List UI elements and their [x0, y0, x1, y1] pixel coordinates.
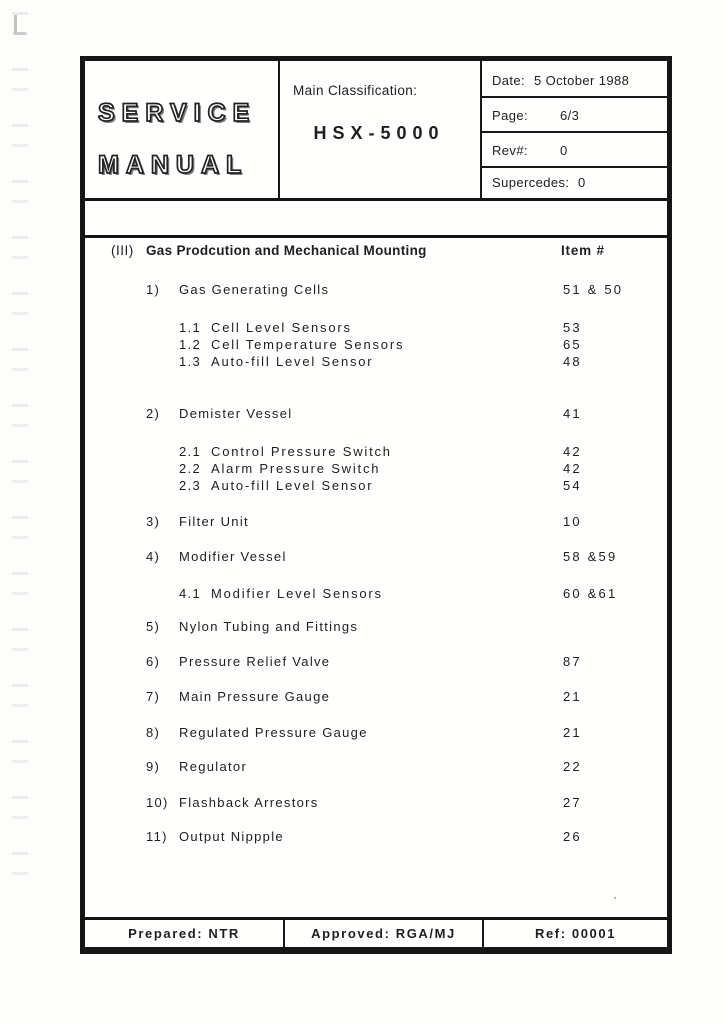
item-number: 58 &59	[563, 549, 618, 564]
approved-value: RGA/MJ	[395, 926, 456, 941]
supercedes-label: Supercedes:	[492, 175, 570, 190]
supercedes-value: 0	[578, 175, 586, 190]
row-number: 9)	[146, 759, 161, 774]
prepared-cell	[85, 920, 283, 947]
toc-subrow	[85, 354, 667, 371]
document-frame	[85, 61, 667, 947]
toc-subrow	[85, 478, 667, 495]
meta-divider	[482, 131, 667, 133]
row-number: 4.1	[179, 586, 201, 601]
toc-row	[85, 619, 667, 636]
row-number: 5)	[146, 619, 161, 634]
row-label: Nylon Tubing and Fittings	[179, 619, 359, 634]
toc-subrow	[85, 461, 667, 478]
ref-cell	[484, 920, 667, 947]
section-header	[85, 243, 667, 260]
toc-subrow	[85, 320, 667, 337]
footer-vertical-divider	[482, 920, 484, 947]
rev-label: Rev#:	[492, 143, 528, 158]
header-vertical-divider	[278, 61, 280, 198]
page-value: 6/3	[560, 108, 580, 123]
meta-divider	[482, 96, 667, 98]
toc-row	[85, 282, 667, 299]
toc-row	[85, 829, 667, 846]
toc-subrow	[85, 444, 667, 461]
toc-row	[85, 514, 667, 531]
item-column-header: Item #	[561, 243, 605, 258]
date-value: 5 October 1988	[534, 73, 630, 88]
row-number: 1.2	[179, 337, 201, 352]
row-number: 6)	[146, 654, 161, 669]
item-number: 42	[563, 444, 582, 459]
toc-row	[85, 689, 667, 706]
scanner-edge-marks	[12, 12, 28, 878]
row-number: 3)	[146, 514, 161, 529]
toc-row	[85, 795, 667, 812]
page-label: Page:	[492, 108, 528, 123]
row-number: 11)	[146, 829, 168, 844]
item-number: 41	[563, 406, 582, 421]
row-label: Flashback Arrestors	[179, 795, 319, 810]
date-label: Date:	[492, 73, 526, 88]
item-number: 51 & 50	[563, 282, 624, 297]
header-meta-box	[482, 61, 667, 198]
row-label: Control Pressure Switch	[211, 444, 392, 459]
header-bottom-rule	[85, 198, 667, 201]
row-number: 8)	[146, 725, 161, 740]
item-number: 87	[563, 654, 582, 669]
model-number: HSX-5000	[313, 123, 445, 143]
toc-subrow	[85, 337, 667, 354]
item-number: 42	[563, 461, 582, 476]
row-number: 10)	[146, 795, 169, 810]
ref-value: 00001	[571, 926, 617, 941]
row-label: Alarm Pressure Switch	[211, 461, 381, 476]
row-number: 2.3	[179, 478, 201, 493]
toc-subrow	[85, 586, 667, 603]
approved-label: Approved:	[311, 926, 391, 941]
row-label: Output Nippple	[179, 829, 284, 844]
item-number: 54	[563, 478, 582, 493]
row-label: Cell Temperature Sensors	[211, 337, 405, 352]
prepared-label: Prepared:	[128, 926, 204, 941]
ref-label: Ref:	[534, 926, 567, 941]
row-number: 2.1	[179, 444, 201, 459]
rev-value: 0	[560, 143, 568, 158]
section-number: (III)	[111, 243, 134, 258]
meta-divider	[482, 166, 667, 168]
row-label: Auto-fill Level Sensor	[211, 478, 374, 493]
contents-list	[85, 238, 667, 846]
scanner-edge-mark-dark	[14, 15, 26, 35]
row-label: Filter Unit	[179, 514, 249, 529]
row-number: 4)	[146, 549, 161, 564]
prepared-value: NTR	[208, 926, 240, 941]
row-number: 1.1	[179, 320, 201, 335]
row-number: 7)	[146, 689, 161, 704]
row-label: Regulated Pressure Gauge	[179, 725, 368, 740]
item-number: 60 &61	[563, 586, 618, 601]
item-number: 53	[563, 320, 582, 335]
document-header	[85, 61, 667, 198]
toc-row	[85, 654, 667, 671]
row-label: Auto-fill Level Sensor	[211, 354, 374, 369]
row-label: Pressure Relief Valve	[179, 654, 331, 669]
row-label: Demister Vessel	[179, 406, 293, 421]
toc-row	[85, 549, 667, 566]
footer-vertical-divider	[283, 920, 285, 947]
row-number: 1.3	[179, 354, 201, 369]
main-classification-label: Main Classification:	[293, 83, 418, 98]
item-number: 10	[563, 514, 582, 529]
logo-line-service: SERVICE	[98, 99, 257, 127]
row-label: Cell Level Sensors	[211, 320, 352, 335]
header-vertical-divider	[480, 61, 482, 198]
row-number: 2)	[146, 406, 161, 421]
row-number: 1)	[146, 282, 161, 297]
scan-speck: ’	[611, 893, 618, 909]
row-number: 2.2	[179, 461, 201, 476]
row-label: Modifier Vessel	[179, 549, 287, 564]
toc-row	[85, 406, 667, 423]
service-manual-logo	[98, 87, 278, 191]
row-label: Main Pressure Gauge	[179, 689, 331, 704]
item-number: 48	[563, 354, 582, 369]
row-label: Modifier Level Sensors	[211, 586, 383, 601]
approved-cell	[285, 920, 482, 947]
item-number: 27	[563, 795, 582, 810]
document-sheet	[80, 56, 672, 954]
section-title: Gas Prodcution and Mechanical Mounting	[146, 243, 427, 258]
item-number: 21	[563, 689, 582, 704]
item-number: 26	[563, 829, 582, 844]
item-number: 21	[563, 725, 582, 740]
logo-line-manual: MANUAL	[98, 151, 249, 179]
item-number: 65	[563, 337, 582, 352]
toc-row	[85, 759, 667, 776]
row-label: Gas Generating Cells	[179, 282, 330, 297]
toc-row	[85, 725, 667, 742]
document-footer	[85, 917, 667, 947]
item-number: 22	[563, 759, 582, 774]
row-label: Regulator	[179, 759, 248, 774]
